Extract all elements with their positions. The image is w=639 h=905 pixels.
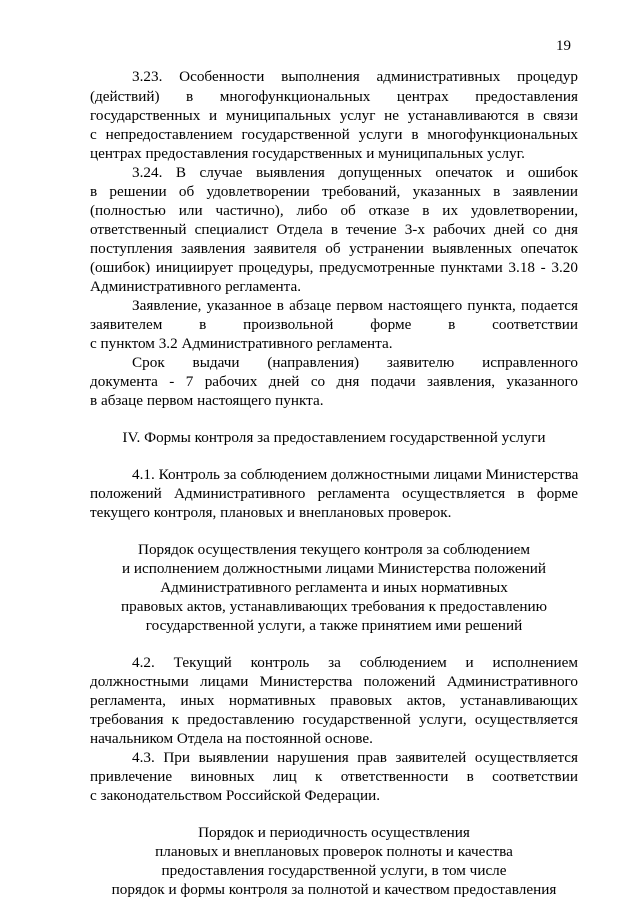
paragraph-4-3-line-3: с законодательством Российской Федерации. — [90, 787, 381, 804]
paragraph-4-2-line-5: начальником Отдела на постоянной основе. — [90, 730, 373, 747]
subheading-current-control-line-3: Административного регламента и иных нормативных — [160, 579, 508, 596]
paragraph-4-3-line-2: привлечение виновных лиц к ответственности в соответствии — [90, 768, 578, 785]
paragraph-4-2-line-4: требования к предоставлению государственной услуги, осуществляется — [90, 711, 578, 728]
subheading-inspections-line-1: Порядок и периодичность осуществления — [198, 824, 470, 841]
subheading-inspections-line-2: плановых и внеплановых проверок полноты и качества — [155, 843, 513, 860]
paragraph-3-24-line-4: ответственный специалист Отдела в течение 3-х рабочих дней со дня — [90, 221, 578, 238]
paragraph-3-23-line-4: с непредоставлением государственной услуги в многофункциональных — [90, 126, 578, 143]
subheading-current-control-line-5: государственной услуги, а также принятием ими решений — [145, 617, 523, 634]
paragraph-3-24-line-3: (полностью или частично), либо об отказе в их удовлетворении, — [90, 202, 578, 219]
paragraph-3-24-line-6: (ошибок) инициирует процедуры, предусмотренные пунктами 3.18 - 3.20 — [90, 259, 578, 276]
subheading-inspections-line-3: предоставления государственной услуги, в том числе — [161, 862, 507, 879]
paragraph-3-24-line-1: 3.24. В случае выявления допущенных опечаток и ошибок — [132, 164, 578, 181]
paragraph-4-2-line-2: должностными лицами Министерства положений Административного — [90, 673, 578, 690]
paragraph-4-2-line-3: регламента, иных нормативных правовых актов, устанавливающих — [90, 692, 578, 709]
paragraph-application-line-1: Заявление, указанное в абзаце первом настоящего пункта, подается — [132, 297, 578, 314]
paragraph-deadline-line-3: в абзаце первом настоящего пункта. — [90, 392, 324, 409]
page-number: 19 — [556, 38, 571, 54]
paragraph-3-24-line-5: поступления заявления заявителя об устранении выявленных опечаток — [90, 240, 578, 257]
paragraph-3-24-line-2: в решении об удовлетворении требований, указанных в заявлении — [90, 183, 578, 200]
paragraph-3-23-line-2: (действий) в многофункциональных центрах предоставления — [90, 88, 578, 105]
paragraph-3-23-line-1: 3.23. Особенности выполнения административных процедур — [132, 68, 578, 85]
paragraph-3-24-line-7: Административного регламента. — [90, 278, 302, 295]
section-iv-heading: IV. Формы контроля за предоставлением государственной услуги — [122, 429, 546, 446]
subheading-inspections-line-4: порядок и формы контроля за полнотой и качеством предоставления — [111, 881, 557, 898]
paragraph-4-1-line-3: текущего контроля, плановых и внеплановых проверок. — [90, 504, 452, 521]
subheading-current-control-line-4: правовых актов, устанавливающих требования к предоставлению — [121, 598, 547, 615]
paragraph-4-1-line-1: 4.1. Контроль за соблюдением должностными лицами Министерства — [132, 466, 579, 483]
paragraph-3-23-line-3: государственных и муниципальных услуг не устанавливаются в связи — [90, 107, 578, 124]
paragraph-4-2-line-1: 4.2. Текущий контроль за соблюдением и исполнением — [132, 654, 578, 671]
subheading-current-control-line-2: и исполнением должностными лицами Министерства положений — [121, 560, 547, 577]
paragraph-application-line-2: заявителем в произвольной форме в соответствии — [90, 316, 578, 333]
paragraph-3-23-line-5: центрах предоставления государственных и муниципальных услуг. — [90, 145, 525, 162]
paragraph-4-3-line-1: 4.3. При выявлении нарушения прав заявителей осуществляется — [132, 749, 578, 766]
paragraph-4-1-line-2: положений Административного регламента осуществляется в форме — [90, 485, 578, 502]
subheading-current-control-line-1: Порядок осуществления текущего контроля за соблюдением — [137, 541, 531, 558]
paragraph-application-line-3: с пунктом 3.2 Административного регламента. — [90, 335, 393, 352]
paragraph-deadline-line-1: Срок выдачи (направления) заявителю исправленного — [132, 354, 578, 371]
paragraph-deadline-line-2: документа - 7 рабочих дней со дня подачи заявления, указанного — [90, 373, 578, 390]
